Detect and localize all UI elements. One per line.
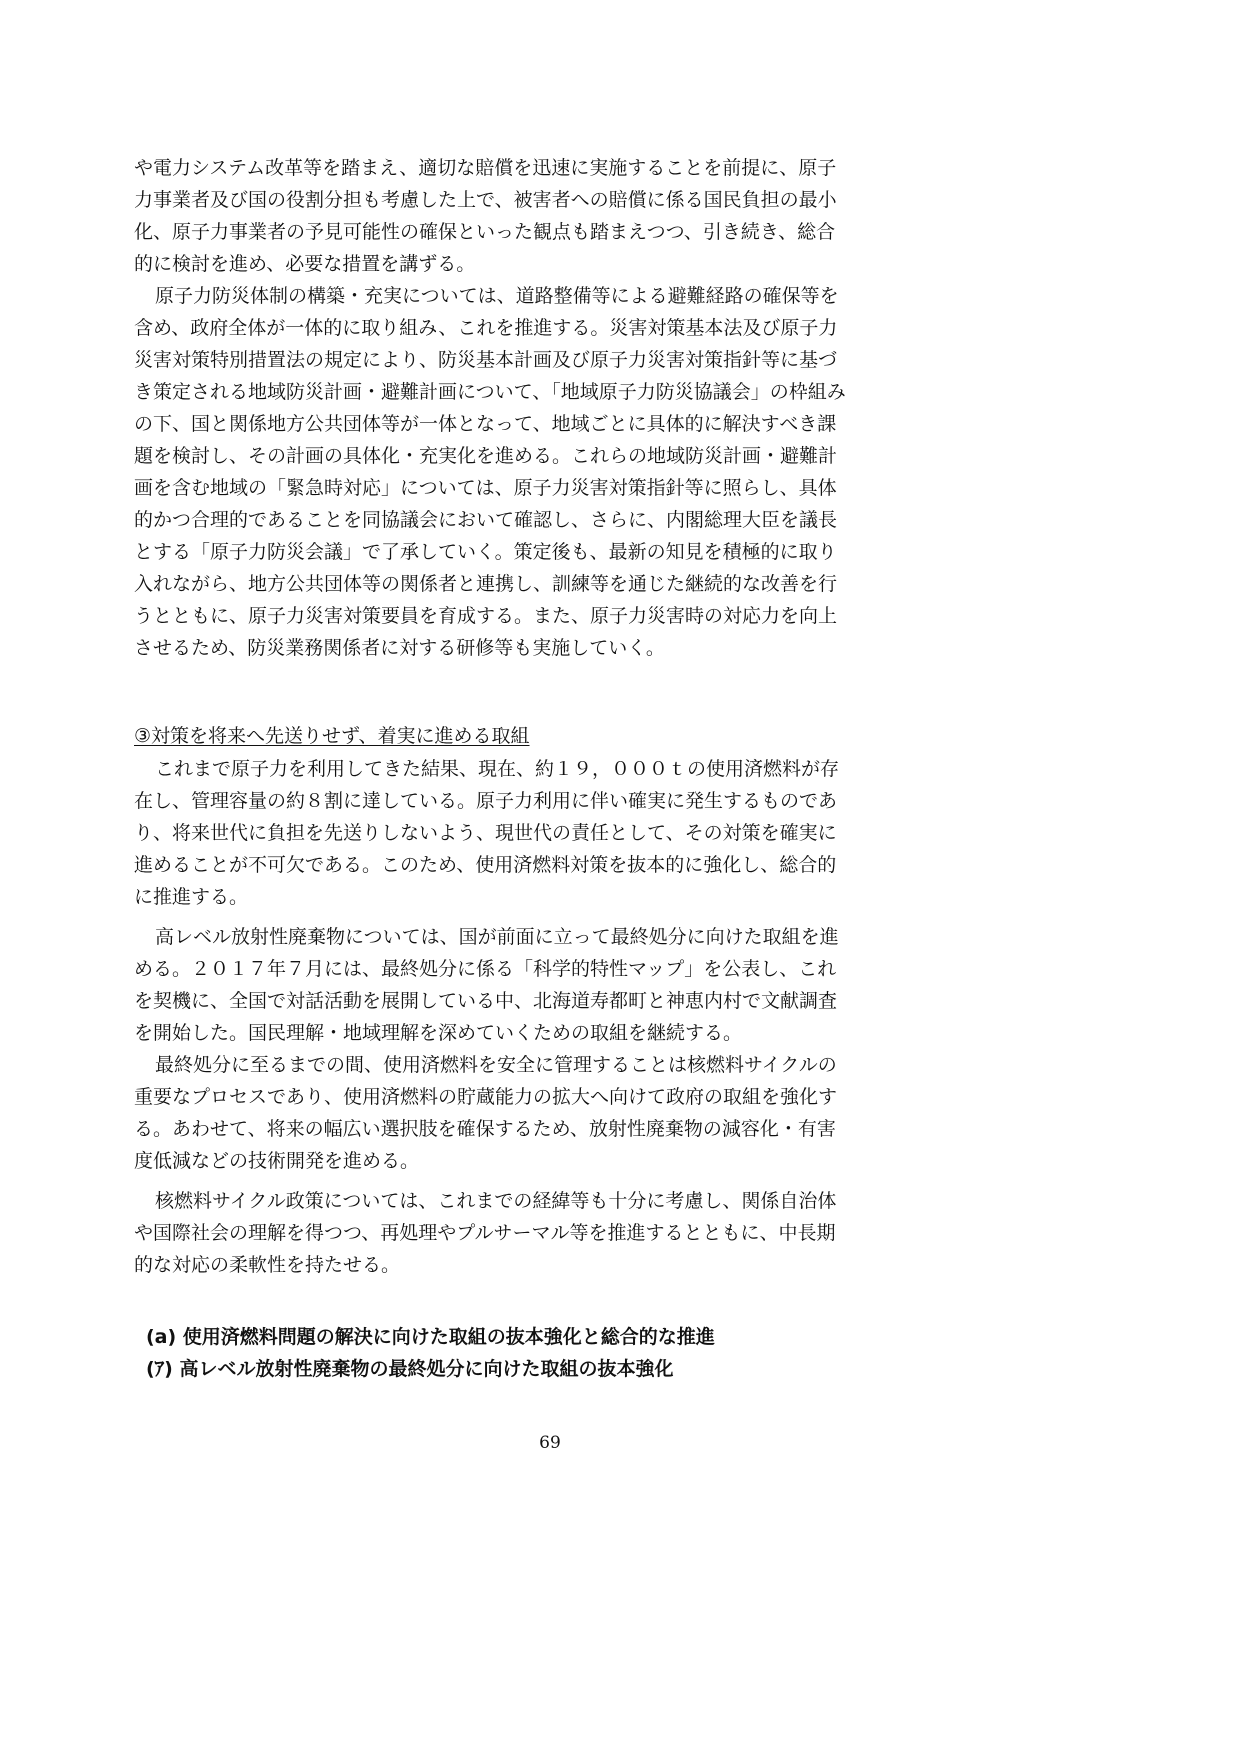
body-text-line: や国際社会の理解を得つつ、再処理やプルサーマル等を推進するとともに、中長期 (134, 1222, 836, 1244)
subsection-heading: (ｱ) 高レベル放射性廃棄物の最終処分に向けた取組の抜本強化 (146, 1358, 674, 1380)
page-number: 69 (539, 1433, 561, 1453)
body-text-line: 度低減などの技術開発を進める。 (134, 1150, 420, 1172)
body-text-line: とする「原子力防災会議」で了承していく。策定後も、最新の知見を積極的に取り (134, 541, 837, 563)
body-text-line: うとともに、原子力災害対策要員を育成する。また、原子力災害時の対応力を向上 (134, 605, 838, 627)
body-text-line: や電力システム改革等を踏まえ、適切な賠償を迅速に実施することを前提に、原子 (134, 157, 837, 179)
body-text-line: り、将来世代に負担を先送りしないよう、現世代の責任として、その対策を確実に (134, 822, 837, 844)
body-text-line: 含め、政府全体が一体的に取り組み、これを推進する。災害対策基本法及び原子力 (134, 317, 838, 339)
body-text-line: これまで原子力を利用してきた結果、現在、約１９，０００ｔの使用済燃料が存 (155, 758, 840, 780)
body-text-line: 題を検討し、その計画の具体化・充実化を進める。これらの地域防災計画・避難計 (134, 445, 838, 467)
body-text-line: 災害対策特別措置法の規定により、防災基本計画及び原子力災害対策指針等に基づ (134, 349, 838, 371)
body-text-line: 最終処分に至るまでの間、使用済燃料を安全に管理することは核燃料サイクルの (155, 1054, 837, 1076)
body-text-line: 的に検討を進め、必要な措置を講ずる。 (134, 253, 476, 275)
body-text-line: 重要なプロセスであり、使用済燃料の貯蔵能力の拡大へ向けて政府の取組を強化す (134, 1086, 838, 1108)
body-text-line: 的かつ合理的であることを同協議会において確認し、さらに、内閣総理大臣を議長 (134, 509, 838, 531)
subsection-heading: (a) 使用済燃料問題の解決に向けた取組の抜本強化と総合的な推進 (146, 1326, 715, 1348)
body-text-line: 画を含む地域の「緊急時対応」については、原子力災害対策指針等に照らし、具体 (134, 477, 837, 499)
body-text-line: に推進する。 (134, 886, 249, 908)
body-text-line: 核燃料サイクル政策については、これまでの経緯等も十分に考慮し、関係自治体 (155, 1190, 837, 1212)
body-text-line: を契機に、全国で対話活動を展開している中、北海道寿都町と神恵内村で文献調査 (134, 990, 838, 1012)
body-text-line: 的な対応の柔軟性を持たせる。 (134, 1254, 401, 1276)
body-text-line: を開始した。国民理解・地域理解を深めていくための取組を継続する。 (134, 1022, 743, 1044)
body-text-line: める。２０１７年７月には、最終処分に係る「科学的特性マップ」を公表し、これ (134, 958, 837, 980)
body-text-line: 進めることが不可欠である。このため、使用済燃料対策を抜本的に強化し、総合的 (134, 854, 837, 876)
body-text-line: させるため、防災業務関係者に対する研修等も実施していく。 (134, 637, 665, 659)
section-heading: ③対策を将来へ先送りせず、着実に進める取組 (134, 725, 530, 747)
body-text-line: 入れながら、地方公共団体等の関係者と連携し、訓練等を通じた継続的な改善を行 (134, 573, 838, 595)
body-text-line: 原子力防災体制の構築・充実については、道路整備等による避難経路の確保等を (155, 285, 839, 307)
body-text-line: 在し、管理容量の約８割に達している。原子力利用に伴い確実に発生するものであ (134, 790, 838, 812)
body-text-line: 力事業者及び国の役割分担も考慮した上で、被害者への賠償に係る国民負担の最小 (134, 189, 837, 211)
body-text-line: き策定される地域防災計画・避難計画について、「地域原子力防災協議会」の枠組み (134, 381, 846, 403)
body-text-line: 化、原子力事業者の予見可能性の確保といった観点も踏まえつつ、引き続き、総合 (134, 221, 836, 243)
body-text-line: の下、国と関係地方公共団体等が一体となって、地域ごとに具体的に解決すべき課 (134, 413, 837, 435)
body-text-line: る。あわせて、将来の幅広い選択肢を確保するため、放射性廃棄物の減容化・有害 (134, 1118, 836, 1140)
body-text-line: 高レベル放射性廃棄物については、国が前面に立って最終処分に向けた取組を進 (155, 926, 839, 948)
